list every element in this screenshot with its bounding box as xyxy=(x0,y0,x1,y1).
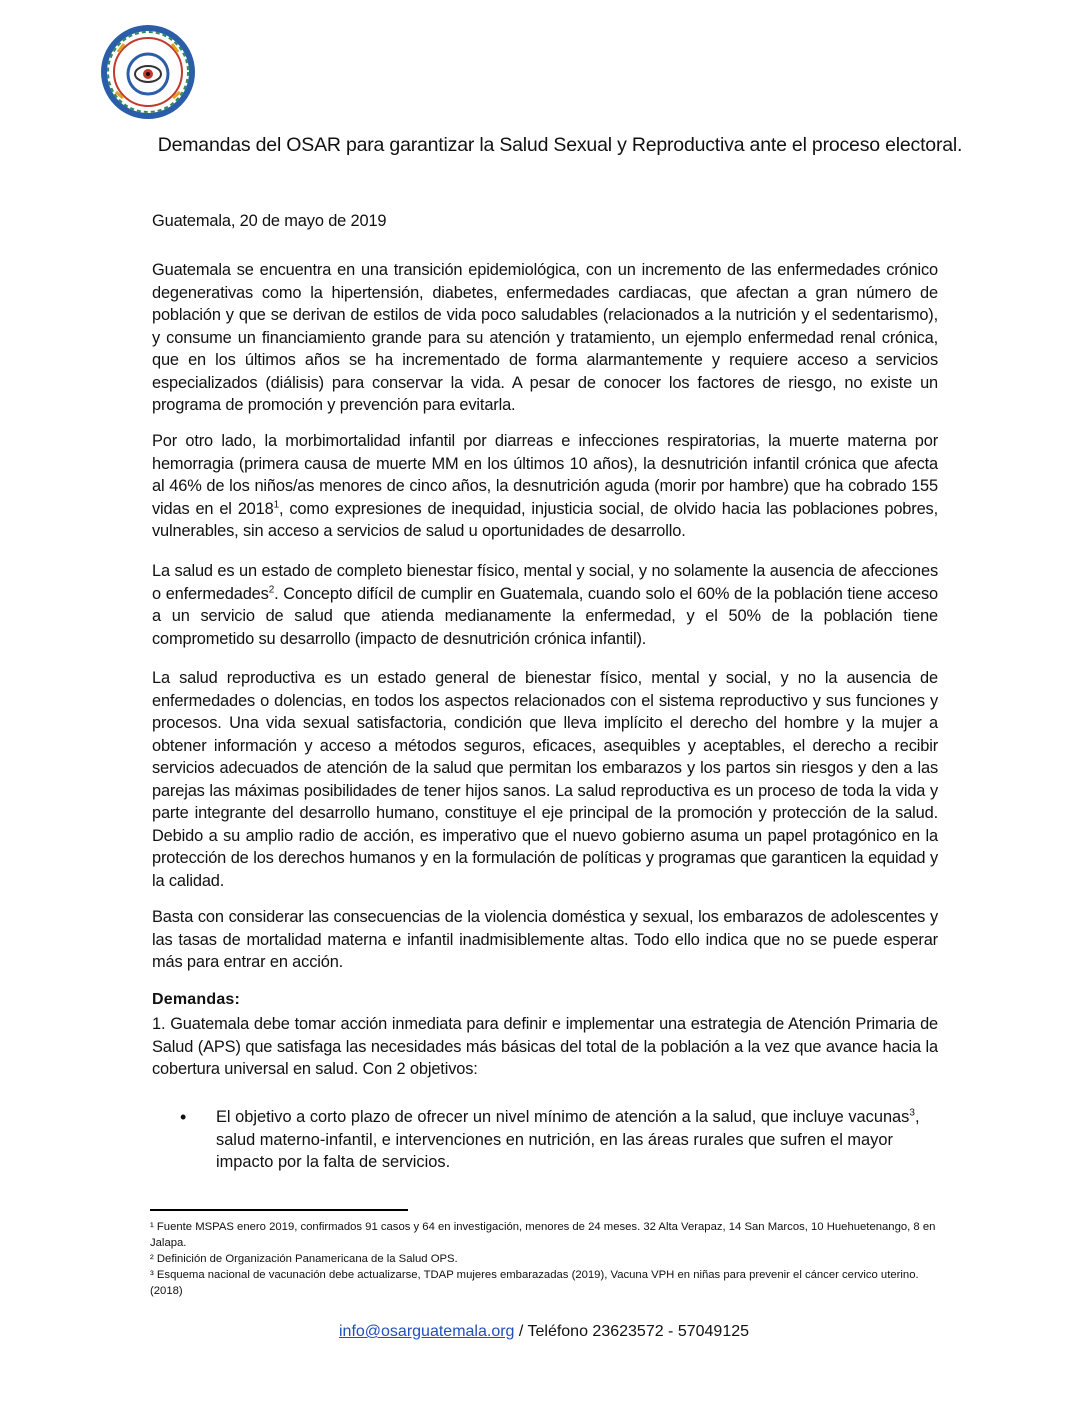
paragraph-morbidity xyxy=(152,430,938,543)
footnote-1: ¹ Fuente MSPAS enero 2019, confirmados 91 casos y 64 en investigación, menores de 24 meses. 32 Alta Verapaz, 14 San Marcos, 10 Huehuetenango, 8 en Jalapa. xyxy=(150,1221,936,1249)
paragraph-text: Por otro lado, la morbimortalidad infantil por diarreas e infecciones respiratorias, la muerte materna por hemorragia (primera causa de muerte MM en los últimos 10 años), la desnutrición infantil crónica que afecta al 46% de los niños/as menores de cinco años, la desnutrición aguda (morir por hambre) que ha cobrado 155 vidas en el 2018 xyxy=(152,432,938,518)
paragraph-text: Guatemala se encuentra en una transición epidemiológica, con un incremento de las enfermedades crónico degenerativas como la hipertensión, diabetes, enfermedades cardiacas, que afectan a gran número de población y que se derivan de estilos de vida poco saludables (relacionados a la nutrición y el sedentarismo), y consume un financiamiento grande para su atención y tratamiento, un ejemplo enfermedad renal crónica, que en los últimos años se ha incrementado de forma alarmantemente y requiere acceso a servicios especializados (diálisis) para conservar la vida. A pesar de conocer los factores de riesgo, no existe un programa de promoción y prevención para evitarla. xyxy=(152,261,938,414)
paragraph-text: La salud reproductiva es un estado general de bienestar físico, mental y social, y no la ausencia de enfermedades o dolencias, en todos los aspectos relacionados con el sistema reproductivo y sus funciones y procesos. Una vida sexual satisfactoria, condición que lleva implícito el derecho del hombre y la mujer a obtener información y acceso a métodos seguros, eficaces, asequibles y aceptables, el derecho a recibir servicios adecuados de atención de la salud que permitan los embarazos y los partos sin riesgos y den a las parejas las máximas posibilidades de tener hijos sanos. La salud reproductiva es un proceso de toda la vida y parte integrante del desarrollo humano, constituye el eje principal de la promoción y protección de la salud. Debido a su amplio radio de acción, es imperativo que el nuevo gobierno asuma un papel protagónico en la protección de los derechos humanos y en la formulación de políticas y programas que garanticen la equidad y la calidad. xyxy=(152,669,938,890)
footnote-ref-1: 1 xyxy=(273,499,280,511)
email-link[interactable]: info@osarguatemala.org xyxy=(338,1323,515,1340)
footnote-ref-3: 3 xyxy=(909,1107,915,1119)
paragraph-reproductive-health xyxy=(152,667,938,892)
paragraph-text-cont: . Concepto difícil de cumplir en Guatemala, cuando solo el 60% de la población tiene acceso a un servicio de salud que atienda medianamente la enfermedad, y el 50% de la población tiene comprometido su desarrollo (impacto de desnutrición crónica infantil). xyxy=(152,584,938,648)
footnotes xyxy=(150,1219,950,1299)
footnote-ref-2: 2 xyxy=(268,584,275,596)
bullet-text-a: El objetivo a corto plazo de ofrecer un nivel mínimo de atención a la salud, que incluye vacunas xyxy=(216,1108,910,1126)
footnote-3: ³ Esquema nacional de vacunación debe actualizarse, TDAP mujeres embarazadas (2019), Vacuna VPH en niñas para prevenir el cáncer cervico uterino. (2018) xyxy=(150,1269,919,1297)
paragraph-text: 1. Guatemala debe tomar acción inmediata para definir e implementar una estrategia de Atención Primaria de Salud (APS) que satisfaga las necesidades más básicas del total de la población a la vez que avance hacia la cobertura universal en salud. Con 2 objetivos: xyxy=(152,1015,938,1078)
paragraph-text-cont: , como expresiones de inequidad, injusticia social, de olvido hacia las poblaciones pobres, vulnerables, sin acceso a servicios de salud u oportunidades de desarrollo. xyxy=(152,499,938,540)
bullet-icon: • xyxy=(180,1107,187,1127)
paragraph-health-definition xyxy=(152,560,938,650)
document-date: Guatemala, 20 de mayo de 2019 xyxy=(152,212,387,230)
footnote-divider xyxy=(150,1209,408,1211)
bullet-text xyxy=(216,1106,938,1174)
phone-text: / Teléfono 23623572 - 57049125 xyxy=(514,1323,750,1340)
paragraph-consequences xyxy=(152,906,938,974)
paragraph-text: Basta con considerar las consecuencias de la violencia doméstica y sexual, los embarazos de adolescentes y las tasas de mortalidad materna e infantil inadmisiblemente altas. Todo ello indica que no se puede esperar más para entrar en acción. xyxy=(152,908,938,971)
paragraph-epidemiology xyxy=(152,259,938,417)
paragraph-demand-1 xyxy=(152,1013,938,1081)
demands-heading: Demandas: xyxy=(152,991,241,1008)
osar-logo xyxy=(98,22,198,122)
footer-contact xyxy=(0,1323,1088,1341)
footnote-2: ² Definición de Organización Panamericana de la Salud OPS. xyxy=(150,1253,458,1265)
bullet-text-b: , salud materno-infantil, e intervenciones en nutrición, en las áreas rurales que sufren el mayor impacto por la falta de servicios. xyxy=(216,1108,920,1171)
osar-seal-icon xyxy=(98,22,198,122)
document-title: Demandas del OSAR para garantizar la Salud Sexual y Reproductiva ante el proceso electoral. xyxy=(157,134,963,156)
paragraph-text: La salud es un estado de completo bienestar físico, mental y social, y no solamente la ausencia de afecciones o enfermedades xyxy=(152,562,938,603)
